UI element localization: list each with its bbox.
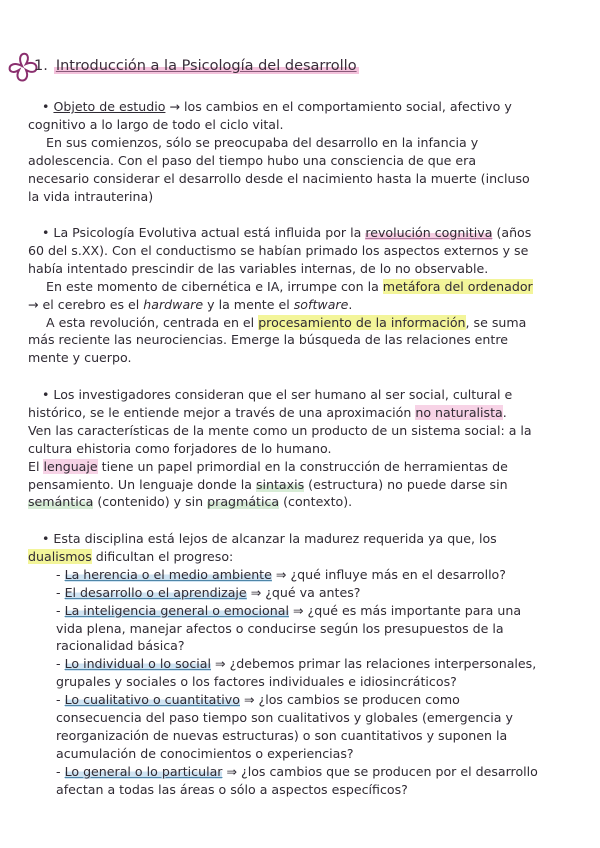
highlight-no-naturalista: no naturalista	[415, 404, 503, 420]
text: • La Psicología Evolutiva actual está influida por la	[42, 225, 366, 240]
dualism-list	[28, 566, 576, 799]
text-line: mente y cuerpo.	[28, 350, 132, 366]
dash: -	[56, 692, 65, 708]
highlight-sintaxis: sintaxis	[255, 476, 305, 492]
dualism-term: El desarrollo o el aprendizaje	[64, 584, 247, 600]
arrow: ⇒	[246, 584, 266, 600]
highlight-metafora: metáfora del ordenador	[382, 278, 533, 294]
dualism-question-cont: grupales y sociales o los factores individuales e idiosincráticos?	[56, 674, 457, 690]
dualism-item	[28, 584, 576, 602]
dash: -	[56, 584, 65, 600]
text-line: 60 del s.XX). Con el conductismo se habían primado los aspectos externos y se	[28, 242, 529, 258]
text: dificultan el progreso:	[91, 548, 234, 564]
arrow: ⇒	[222, 763, 242, 779]
dualism-question-cont: consecuencia del paso tiempo son cualitativos y globales (emergencia y	[56, 710, 513, 726]
paragraph-objeto	[28, 98, 576, 205]
dualism-question: ¿debemos primar las relaciones interpersonales,	[229, 656, 537, 672]
dualism-question: ¿qué va antes?	[265, 584, 361, 600]
text: → el cerebro es el	[28, 296, 144, 312]
dualism-question-cont: vida plena, manejar afectos o conducirse según los presupuestos de la	[56, 620, 504, 636]
dualism-question: ¿los cambios se producen como	[258, 692, 460, 708]
dualism-term: La herencia o el medio ambiente	[64, 566, 272, 582]
text-line: la vida intrauterina)	[28, 188, 154, 204]
dualism-question-cont: racionalidad básica?	[56, 638, 185, 654]
highlight-pragmatica: pragmática	[207, 494, 280, 510]
dualism-question-cont: afectan a todas las áreas o sólo a aspectos específicos?	[56, 781, 408, 797]
text-line: adolescencia. Con el paso del tiempo hubo una consciencia de que era	[28, 152, 477, 168]
highlight-semantica: semántica	[28, 494, 94, 510]
text: .	[502, 404, 507, 420]
text: (contexto).	[279, 494, 353, 510]
section-title	[34, 58, 359, 74]
text: histórico, se le entiende mejor a través de una aproximación	[28, 404, 416, 420]
dualism-question: ¿qué es más importante para una	[307, 602, 522, 618]
text: pensamiento. Un lenguaje donde la	[28, 476, 256, 492]
dualism-term: La inteligencia general o emocional	[64, 602, 289, 618]
highlight-dualismos: dualismos	[28, 548, 92, 564]
text: En este momento de cibernética e IA, irrumpe con la	[46, 278, 383, 294]
text: .	[348, 296, 353, 312]
text: El	[28, 458, 44, 474]
title-text: Introducción a la Psicología del desarrollo	[55, 58, 357, 74]
dualism-item	[28, 763, 576, 781]
arrow: →	[165, 99, 184, 114]
dash: -	[56, 656, 65, 672]
text-line: En sus comienzos, sólo se preocupaba del desarrollo en la infancia y	[46, 134, 479, 150]
text-line: más reciente las neurociencias. Emerge la búsqueda de las relaciones entre	[28, 332, 509, 348]
dualism-question-cont: reorganización de nuevas estructuras) o son cuantitativos y suponen la	[56, 727, 508, 743]
text-line: cognitivo a lo largo de todo el ciclo vital.	[28, 116, 284, 132]
paragraph-investigadores	[28, 386, 576, 511]
text: A esta revolución, centrada en el	[46, 314, 259, 330]
dualism-term: Lo cualitativo o cuantitativo	[64, 692, 240, 708]
paragraph-dualismos	[28, 530, 576, 799]
text: (años	[492, 225, 532, 240]
dualism-question: ¿qué influye más en el desarrollo?	[290, 566, 506, 582]
text-line: cultura ehistoria como forjadores de lo humano.	[28, 440, 332, 456]
text-line: • Los investigadores consideran que el ser humano al ser social, cultural e	[42, 387, 513, 402]
text: y la mente el	[203, 296, 294, 312]
arrow: ⇒	[271, 566, 291, 582]
dualism-item	[28, 655, 576, 673]
title-number: 1.	[34, 58, 48, 74]
dash: -	[56, 763, 65, 779]
text-line: había intentado prescindir de las variables internas, de lo no observable.	[28, 260, 489, 276]
text: tiene un papel primordial en la construcción de herramientas de	[97, 458, 508, 474]
text-line: necesario considerar el desarrollo desde el nacimiento hasta la muerte (incluso	[28, 170, 530, 186]
objeto-estudio-term: Objeto de estudio	[53, 99, 166, 114]
text: (contenido) y sin	[93, 494, 208, 510]
bullet: •	[42, 99, 50, 114]
text: los cambios en el comportamiento social, afectivo y	[184, 99, 512, 114]
arrow: ⇒	[211, 656, 230, 672]
paragraph-psicologia-evolutiva	[28, 224, 576, 367]
dualism-term: Lo general o lo particular	[64, 763, 223, 779]
dualism-item	[28, 602, 576, 620]
hardware-term: hardware	[143, 296, 204, 312]
arrow: ⇒	[288, 602, 308, 618]
dualism-question: ¿los cambios que se producen por el desarrollo	[241, 763, 538, 779]
dualism-item	[28, 691, 576, 709]
highlight-procesamiento: procesamiento de la información	[258, 314, 466, 330]
dash: -	[56, 602, 65, 618]
highlight-revolucion: revolución cognitiva	[365, 225, 493, 240]
text-line: • Esta disciplina está lejos de alcanzar la madurez requerida ya que, los	[42, 531, 497, 546]
text-line: Ven las características de la mente como un producto de un sistema social: a la	[28, 422, 532, 438]
arrow: ⇒	[239, 692, 259, 708]
text: , se suma	[465, 314, 527, 330]
highlight-lenguaje: lenguaje	[43, 458, 98, 474]
dualism-item	[28, 566, 576, 584]
text: (estructura) no puede darse sin	[304, 476, 508, 492]
dualism-term: Lo individual o lo social	[64, 656, 212, 672]
software-term: software	[293, 296, 349, 312]
dualism-question-cont: acumulación de conocimientos o experiencias?	[56, 745, 354, 761]
dash: -	[56, 566, 65, 582]
